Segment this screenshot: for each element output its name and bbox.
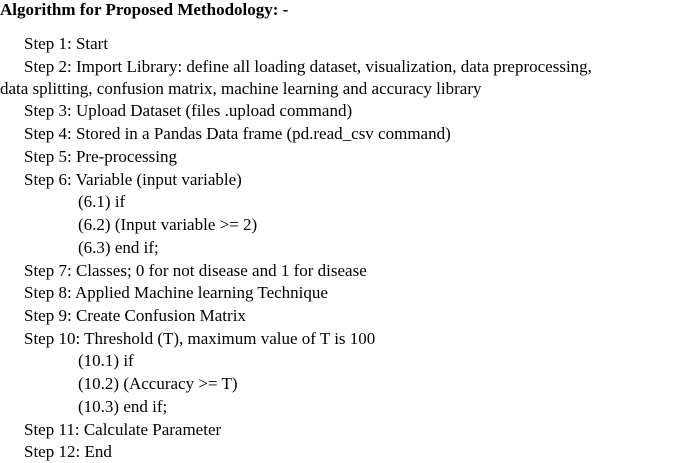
substep-6-2: (6.2) (Input variable >= 2)	[78, 215, 258, 234]
substep-6-1: (6.1) if	[78, 192, 126, 211]
step-8: Step 8: Applied Machine learning Technique	[24, 283, 328, 302]
step-1: Step 1: Start	[24, 34, 109, 53]
step-4: Step 4: Stored in a Pandas Data frame (pd.read_csv command)	[24, 124, 451, 143]
substep-10-2: (10.2) (Accuracy >= T)	[78, 374, 238, 393]
step-9: Step 9: Create Confusion Matrix	[24, 306, 246, 325]
step-7: Step 7: Classes; 0 for not disease and 1 for disease	[24, 261, 367, 280]
step-2: Step 2: Import Library: define all loading dataset, visualization, data preprocessing,	[24, 57, 592, 76]
algorithm-title: Algorithm for Proposed Methodology: -	[0, 0, 289, 19]
step-3: Step 3: Upload Dataset (files .upload command)	[24, 101, 353, 120]
step-6: Step 6: Variable (input variable)	[24, 170, 242, 189]
step-5: Step 5: Pre-processing	[24, 147, 177, 166]
step-12: Step 12: End	[24, 442, 112, 461]
step-10: Step 10: Threshold (T), maximum value of T is 100	[24, 329, 376, 348]
step-11: Step 11: Calculate Parameter	[24, 420, 222, 439]
substep-10-1: (10.1) if	[78, 351, 134, 370]
substep-10-3: (10.3) end if;	[78, 397, 168, 416]
substep-6-3: (6.3) end if;	[78, 238, 159, 257]
step-2-continuation: data splitting, confusion matrix, machine learning and accuracy library	[0, 79, 482, 98]
